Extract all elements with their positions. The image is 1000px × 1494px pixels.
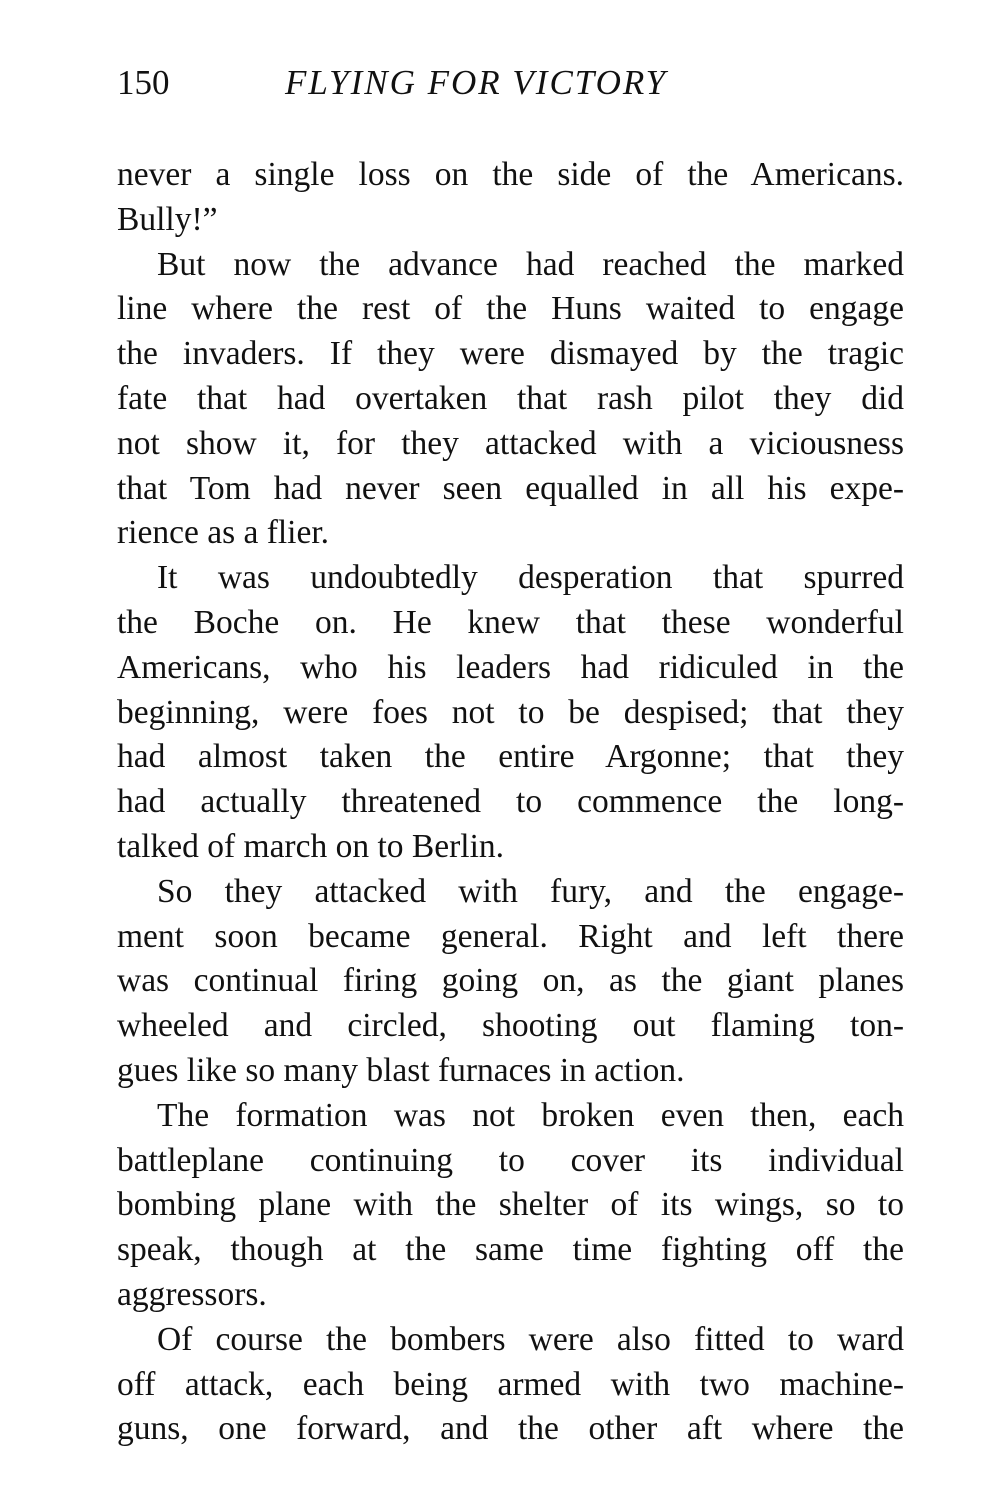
text-line: Bully!” <box>117 200 218 238</box>
paragraph <box>117 556 904 870</box>
text-line: not show it, for they attacked with a viciousness <box>117 424 904 462</box>
text-line: the invaders. If they were dismayed by the tragic <box>117 335 904 373</box>
text-line: But now the advance had reached the marked <box>157 245 904 283</box>
text-line: talked of march on to Berlin. <box>117 827 505 865</box>
paragraph <box>117 153 904 243</box>
text-line: the Boche on. He knew that these wonderful <box>117 603 904 641</box>
text-line: battleplane continuing to cover its individual <box>117 1141 904 1179</box>
text-line: So they attacked with fury, and the engage- <box>157 872 904 910</box>
text-line: beginning, were foes not to be despised; that they <box>117 693 904 731</box>
text-line: had actually threatened to commence the long- <box>117 783 904 821</box>
paragraph <box>117 243 904 557</box>
text-line: guns, one forward, and the other aft where the <box>117 1410 904 1448</box>
text-line: line where the rest of the Huns waited to engage <box>117 290 904 328</box>
text-line: wheeled and circled, shooting out flaming ton- <box>117 1007 904 1045</box>
text-line: fate that had overtaken that rash pilot they did <box>117 379 904 417</box>
body-text <box>117 153 904 1452</box>
text-line: off attack, each being armed with two machine- <box>117 1365 904 1403</box>
page-header <box>117 58 907 108</box>
text-line: gues like so many blast furnaces in action. <box>117 1051 685 1089</box>
page-number: 150 <box>117 63 170 102</box>
text-line: The formation was not broken even then, each <box>157 1096 904 1134</box>
text-line: rience as a flier. <box>117 514 330 552</box>
text-line: speak, though at the same time fighting off the <box>117 1231 904 1269</box>
text-line: It was undoubtedly desperation that spurred <box>157 559 904 597</box>
text-line: ment soon became general. Right and left there <box>117 917 904 955</box>
paragraph <box>117 1094 904 1318</box>
text-line: was continual firing going on, as the giant planes <box>117 962 904 1000</box>
paragraph <box>117 870 904 1094</box>
running-title: FLYING FOR VICTORY <box>285 63 668 102</box>
text-line: aggressors. <box>117 1275 267 1313</box>
text-line: Americans, who his leaders had ridiculed in the <box>117 648 904 686</box>
text-line: Of course the bombers were also fitted to ward <box>157 1320 904 1358</box>
text-line: bombing plane with the shelter of its wings, so to <box>117 1186 904 1224</box>
text-line: had almost taken the entire Argonne; that they <box>117 738 904 776</box>
paragraph <box>117 1318 904 1452</box>
text-line: never a single loss on the side of the Americans. <box>117 156 904 193</box>
text-line: that Tom had never seen equalled in all his expe- <box>117 469 904 507</box>
